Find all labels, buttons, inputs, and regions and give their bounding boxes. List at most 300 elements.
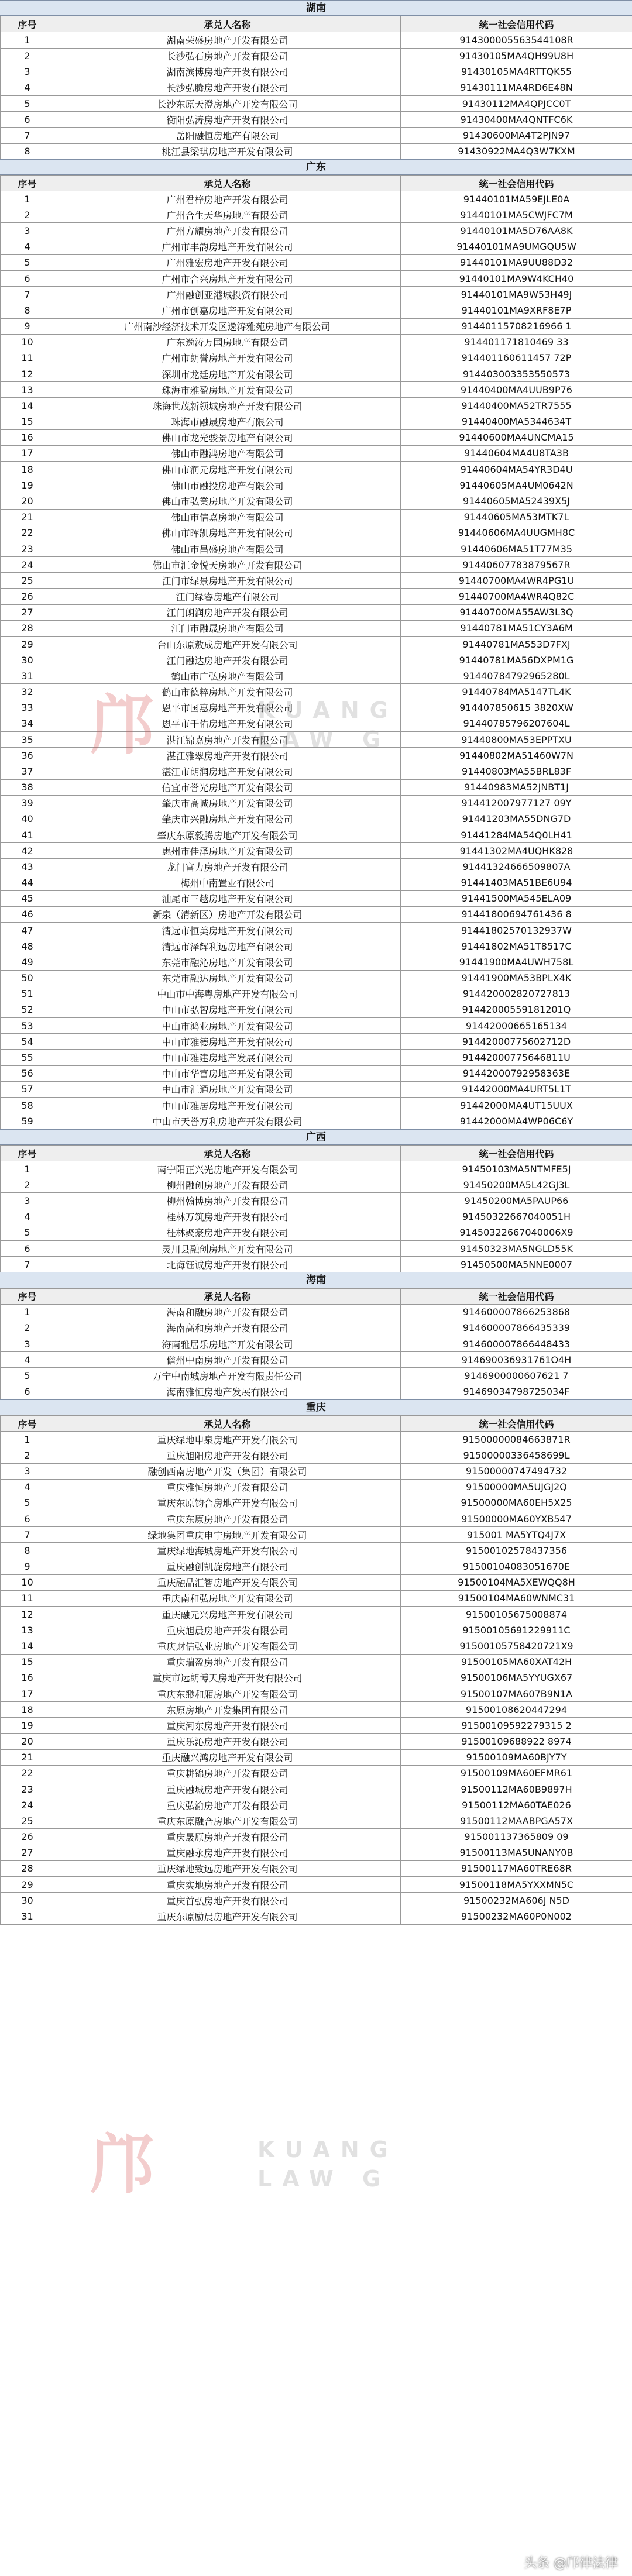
row-index: 30: [1, 1893, 54, 1908]
company-name: 重庆融兴鸿房地产开发有限公司: [54, 1749, 401, 1765]
credit-code: 91440101MA9W4KCH40: [401, 271, 632, 287]
watermark-text: KUANG: [257, 2137, 399, 2162]
company-name: 新泉（清新区）房地产开发有限公司: [54, 906, 401, 922]
credit-code: 91441802570132937W: [401, 923, 632, 938]
company-name: 深圳市龙廷房地产开发有限公司: [54, 366, 401, 382]
table-row: [1, 1845, 632, 1860]
credit-code: 91430112MA4QPJCC0T: [401, 96, 632, 112]
company-name: 重庆绿地海城房地产开发有限公司: [54, 1543, 401, 1559]
company-name: 佛山市弘業房地产开发有限公司: [54, 493, 401, 509]
row-index: 25: [1, 573, 54, 589]
company-name: 长沙弘腾房地产开发有限公司: [54, 80, 401, 95]
credit-code: 91450200MA5PAUP66: [401, 1193, 632, 1209]
table-row: [1, 1797, 632, 1813]
credit-code: 91442000MA4UT15UUX: [401, 1097, 632, 1113]
company-name: 恩平市千佑房地产开发有限公司: [54, 716, 401, 731]
credit-code: 91440606MA51T77M35: [401, 541, 632, 556]
table-row: [1, 1511, 632, 1527]
company-name: 东莞市融沁房地产开发有限公司: [54, 954, 401, 970]
credit-code: 914412007977127 09Y: [401, 795, 632, 811]
header-row: [1, 1288, 632, 1304]
company-name: 湖南滨博房地产开发有限公司: [54, 64, 401, 80]
company-name: 广东逸涛万国房地产有限公司: [54, 334, 401, 350]
row-index: 3: [1, 1463, 54, 1479]
section-1: [0, 159, 632, 1129]
company-name: 广州方耀房地产开发有限公司: [54, 223, 401, 239]
credit-code: 91500105758420721X9: [401, 1638, 632, 1654]
company-name: 重庆旭晨房地产开发有限公司: [54, 1622, 401, 1638]
row-index: 2: [1, 1447, 54, 1463]
credit-code: 91441403MA51BE6U94: [401, 875, 632, 890]
table-row: [1, 986, 632, 1002]
credit-code: 91450322667040051H: [401, 1209, 632, 1225]
company-name: 重庆东原励晨房地产开发有限公司: [54, 1908, 401, 1924]
row-index: 7: [1, 1527, 54, 1543]
credit-code: 91500109688922 8974: [401, 1734, 632, 1749]
row-index: 18: [1, 1702, 54, 1718]
header-name: 承兑人名称: [54, 1416, 401, 1432]
credit-code: 91500105MA60XAT42H: [401, 1654, 632, 1670]
credit-code: 91500117MA60TRE68R: [401, 1860, 632, 1876]
row-index: 25: [1, 1813, 54, 1829]
table-row: [1, 32, 632, 48]
credit-code: 91440400MA5344634T: [401, 414, 632, 429]
row-index: 1: [1, 1432, 54, 1447]
credit-code: 91440803MA55BRL83F: [401, 763, 632, 779]
row-index: 1: [1, 191, 54, 207]
company-name: 长沙弘石房地产开发有限公司: [54, 48, 401, 64]
section-title: 广东: [0, 159, 632, 175]
row-index: 48: [1, 938, 54, 954]
company-name: 龙门富力房地产开发有限公司: [54, 859, 401, 875]
row-index: 31: [1, 1908, 54, 1924]
credit-code: 91440600MA4UNCMA15: [401, 429, 632, 445]
row-index: 14: [1, 1638, 54, 1654]
table-row: [1, 318, 632, 334]
table-row: [1, 1559, 632, 1574]
credit-code: 91469034798725034F: [401, 1384, 632, 1399]
credit-code: 91500232MA60P0N002: [401, 1908, 632, 1924]
row-index: 3: [1, 1336, 54, 1352]
table-row: [1, 1257, 632, 1272]
table-row: [1, 906, 632, 922]
company-name: 肇庆东原毅腾房地产开发有限公司: [54, 827, 401, 843]
company-name: 重庆市远朗博天房地产开发有限公司: [54, 1670, 401, 1686]
credit-code: 915001 MA5YTQ4J7X: [401, 1527, 632, 1543]
company-name: 重庆乐沁房地产开发有限公司: [54, 1734, 401, 1749]
company-name: 佛山市润元房地产开发有限公司: [54, 462, 401, 477]
credit-code: 9146900000607621 7: [401, 1368, 632, 1384]
row-index: 13: [1, 1622, 54, 1638]
table-row: [1, 1352, 632, 1368]
data-table: [0, 1415, 632, 1925]
credit-code: 91441302MA4UQHK828: [401, 843, 632, 859]
credit-code: 91500000MA60EH5X25: [401, 1495, 632, 1511]
table-row: [1, 1638, 632, 1654]
credit-code: 91440604MA54YR3D4U: [401, 462, 632, 477]
credit-code: 914401171810469 33: [401, 334, 632, 350]
credit-code: 91440781MA56DXPM1G: [401, 652, 632, 668]
table-row: [1, 1670, 632, 1686]
credit-code: 91440781MA51CY3A6M: [401, 620, 632, 636]
table-row: [1, 1749, 632, 1765]
row-index: 24: [1, 557, 54, 573]
table-row: [1, 1240, 632, 1256]
table-row: [1, 557, 632, 573]
row-index: 11: [1, 1590, 54, 1606]
company-name: 汕尾市三越房地产开发有限公司: [54, 890, 401, 906]
table-row: [1, 1718, 632, 1734]
row-index: 50: [1, 970, 54, 986]
company-name: 江门绿睿房地产有限公司: [54, 589, 401, 604]
row-index: 3: [1, 64, 54, 80]
row-index: 57: [1, 1081, 54, 1097]
credit-code: 91450323MA5NGLD55K: [401, 1240, 632, 1256]
row-index: 30: [1, 652, 54, 668]
credit-code: 91440400MA4UUB9P76: [401, 382, 632, 398]
credit-code: 91441802MA51T8517C: [401, 938, 632, 954]
watermark-text: LAW G: [257, 727, 391, 752]
credit-code: 91440101MA5CWJFC7M: [401, 207, 632, 223]
row-index: 15: [1, 1654, 54, 1670]
table-row: [1, 1527, 632, 1543]
footer-watermark: 头条 @邝律法律: [524, 2556, 618, 2571]
table-row: [1, 890, 632, 906]
section-title: 重庆: [0, 1399, 632, 1415]
table-row: [1, 128, 632, 143]
credit-code: 91430400MA4QNTFC6K: [401, 112, 632, 128]
table-row: [1, 779, 632, 795]
table-row: [1, 1447, 632, 1463]
row-index: 51: [1, 986, 54, 1002]
credit-code: 91500000747494732: [401, 1463, 632, 1479]
credit-code: 91450500MA5NNE0007: [401, 1257, 632, 1272]
row-index: 12: [1, 366, 54, 382]
section-title: 海南: [0, 1272, 632, 1288]
company-name: 佛山市龙光骏景房地产有限公司: [54, 429, 401, 445]
row-index: 23: [1, 541, 54, 556]
company-name: 中山市天誉万利房地产开发有限公司: [54, 1113, 401, 1129]
row-index: 29: [1, 636, 54, 652]
table-row: [1, 191, 632, 207]
table-row: [1, 811, 632, 827]
credit-code: 91441900MA4UWH758L: [401, 954, 632, 970]
header-row: [1, 1145, 632, 1161]
credit-code: 914420002820727813: [401, 986, 632, 1002]
company-name: 广州雅宏房地产开发有限公司: [54, 254, 401, 270]
company-name: 岳阳融恒房地产有限公司: [54, 128, 401, 143]
company-name: 衡阳弘涛房地产开发有限公司: [54, 112, 401, 128]
row-index: 23: [1, 1781, 54, 1797]
table-row: [1, 1368, 632, 1384]
data-table: [0, 175, 632, 1129]
row-index: 8: [1, 143, 54, 159]
table-row: [1, 620, 632, 636]
company-name: 湛江雅翠房地产开发有限公司: [54, 748, 401, 763]
company-name: 重庆融品汇智房地产开发有限公司: [54, 1574, 401, 1590]
company-name: 重庆晟原房地产开发有限公司: [54, 1829, 401, 1845]
row-index: 28: [1, 620, 54, 636]
company-name: 桃江县梁琪房地产开发有限公司: [54, 143, 401, 159]
row-index: 34: [1, 716, 54, 731]
table-row: [1, 1781, 632, 1797]
company-name: 重庆融城房地产开发有限公司: [54, 1781, 401, 1797]
row-index: 15: [1, 414, 54, 429]
credit-code: 91430600MA4T2PJN97: [401, 128, 632, 143]
table-row: [1, 1607, 632, 1622]
credit-code: 91450322667040006X9: [401, 1225, 632, 1240]
credit-code: 914403003353550573: [401, 366, 632, 382]
table-row: [1, 668, 632, 684]
table-row: [1, 382, 632, 398]
table-row: [1, 684, 632, 700]
table-row: [1, 1829, 632, 1845]
company-name: 中山市鸿业房地产开发有限公司: [54, 1018, 401, 1034]
table-row: [1, 1065, 632, 1081]
row-index: 14: [1, 398, 54, 414]
row-index: 55: [1, 1050, 54, 1065]
table-row: [1, 1177, 632, 1193]
table-row: [1, 938, 632, 954]
section-3: [0, 1272, 632, 1399]
company-name: 儋州中南房地产开发有限公司: [54, 1352, 401, 1368]
credit-code: 91440400MA52TR7555: [401, 398, 632, 414]
table-row: [1, 112, 632, 128]
company-name: 佛山市融投房地产有限公司: [54, 477, 401, 493]
watermark-logo: 邝: [91, 2127, 155, 2202]
credit-code: 91440101MA9UU88D32: [401, 254, 632, 270]
credit-code: 91440607783879567R: [401, 557, 632, 573]
table-row: [1, 748, 632, 763]
company-name: 重庆财信弘业房地产开发有限公司: [54, 1638, 401, 1654]
company-name: 湛江市朗润房地产开发有限公司: [54, 763, 401, 779]
table-row: [1, 239, 632, 254]
section-0: [0, 0, 632, 160]
table-row: [1, 207, 632, 223]
row-index: 19: [1, 1718, 54, 1734]
credit-code: 91440700MA55AW3L3Q: [401, 604, 632, 620]
table-row: [1, 223, 632, 239]
company-name: 重庆瑞盈房地产开发有限公司: [54, 1654, 401, 1670]
section-4: [0, 1399, 632, 1925]
credit-code: 91441284MA54Q0LH41: [401, 827, 632, 843]
credit-code: 91500000MA60YXB547: [401, 1511, 632, 1527]
company-name: 广州市创嘉房地产开发有限公司: [54, 302, 401, 318]
row-index: 59: [1, 1113, 54, 1129]
table-row: [1, 64, 632, 80]
company-name: 佛山市昌盛房地产有限公司: [54, 541, 401, 556]
table-row: [1, 763, 632, 779]
credit-code: 91500000336458699L: [401, 1447, 632, 1463]
credit-code: 91500102578437356: [401, 1543, 632, 1559]
credit-code: 914600007866253868: [401, 1304, 632, 1320]
credit-code: 91440605MA53MTK7L: [401, 509, 632, 525]
company-name: 重庆东原融合房地产开发有限公司: [54, 1813, 401, 1829]
company-name: 恩平市国惠房地产开发有限公司: [54, 700, 401, 716]
header-index: 序号: [1, 175, 54, 191]
table-row: [1, 843, 632, 859]
credit-code: 914600007866435339: [401, 1320, 632, 1336]
credit-code: 91440605MA4UM0642N: [401, 477, 632, 493]
table-row: [1, 859, 632, 875]
company-name: 江门融达房地产开发有限公司: [54, 652, 401, 668]
table-row: [1, 1113, 632, 1129]
table-row: [1, 1479, 632, 1495]
credit-code: 91440605MA52439X5J: [401, 493, 632, 509]
table-row: [1, 414, 632, 429]
row-index: 2: [1, 1320, 54, 1336]
row-index: 8: [1, 1543, 54, 1559]
row-index: 22: [1, 525, 54, 541]
table-row: [1, 731, 632, 747]
company-name: 佛山市汇金悦天房地产开发有限公司: [54, 557, 401, 573]
table-row: [1, 1765, 632, 1781]
row-index: 36: [1, 748, 54, 763]
company-name: 湖南荣盛房地产开发有限公司: [54, 32, 401, 48]
row-index: 9: [1, 1559, 54, 1574]
table-row: [1, 254, 632, 270]
table-row: [1, 1193, 632, 1209]
table-row: [1, 1860, 632, 1876]
company-name: 重庆河东房地产开发有限公司: [54, 1718, 401, 1734]
table-row: [1, 477, 632, 493]
table-row: [1, 1734, 632, 1749]
company-name: 桂林万筑房地产开发有限公司: [54, 1209, 401, 1225]
row-index: 2: [1, 48, 54, 64]
company-name: 重庆南和弘房地产开发有限公司: [54, 1590, 401, 1606]
table-row: [1, 1432, 632, 1447]
row-index: 43: [1, 859, 54, 875]
table-row: [1, 604, 632, 620]
company-name: 佛山市信嘉房地产有限公司: [54, 509, 401, 525]
company-name: 重庆融创凯旋房地产有限公司: [54, 1559, 401, 1574]
row-index: 6: [1, 1240, 54, 1256]
row-index: 31: [1, 668, 54, 684]
company-name: 重庆东原钧合房地产开发有限公司: [54, 1495, 401, 1511]
row-index: 32: [1, 684, 54, 700]
row-index: 18: [1, 462, 54, 477]
data-table: [0, 16, 632, 160]
table-row: [1, 1384, 632, 1399]
credit-code: 91440700MA4WR4Q82C: [401, 589, 632, 604]
credit-code: 91442000MA4WP06C6Y: [401, 1113, 632, 1129]
table-row: [1, 350, 632, 366]
company-name: 北海钰诚房地产开发有限公司: [54, 1257, 401, 1272]
row-index: 35: [1, 731, 54, 747]
credit-code: 91500109592279315 2: [401, 1718, 632, 1734]
header-row: [1, 16, 632, 32]
credit-code: 914401160611457 72P: [401, 350, 632, 366]
row-index: 4: [1, 80, 54, 95]
row-index: 21: [1, 1749, 54, 1765]
row-index: 9: [1, 318, 54, 334]
row-index: 3: [1, 223, 54, 239]
company-name: 信宜市誉光房地产开发有限公司: [54, 779, 401, 795]
table-row: [1, 1495, 632, 1511]
credit-code: 915001137365809 09: [401, 1829, 632, 1845]
table-row: [1, 875, 632, 890]
row-index: 47: [1, 923, 54, 938]
row-index: 1: [1, 1161, 54, 1177]
row-index: 5: [1, 254, 54, 270]
company-name: 柳州翰博房地产开发有限公司: [54, 1193, 401, 1209]
credit-code: 91500112MA60B9897H: [401, 1781, 632, 1797]
credit-code: 914407850615 3820XW: [401, 700, 632, 716]
table-row: [1, 493, 632, 509]
table-row: [1, 96, 632, 112]
table-row: [1, 1050, 632, 1065]
row-index: 1: [1, 1304, 54, 1320]
row-index: 26: [1, 589, 54, 604]
row-index: 46: [1, 906, 54, 922]
table-row: [1, 366, 632, 382]
company-name: 中山市雅建房地产发展有限公司: [54, 1050, 401, 1065]
row-index: 45: [1, 890, 54, 906]
watermark-text: KUANG: [257, 697, 399, 723]
table-row: [1, 1320, 632, 1336]
credit-code: 91500104MA5XEWQQ8H: [401, 1574, 632, 1590]
table-row: [1, 827, 632, 843]
table-row: [1, 1209, 632, 1225]
company-name: 江门市融晟房地产有限公司: [54, 620, 401, 636]
credit-code: 91450200MA5L42GJ3L: [401, 1177, 632, 1193]
row-index: 2: [1, 207, 54, 223]
credit-code: 91440785796207604L: [401, 716, 632, 731]
row-index: 21: [1, 509, 54, 525]
credit-code: 91450103MA5NTMFE5J: [401, 1161, 632, 1177]
row-index: 22: [1, 1765, 54, 1781]
table-row: [1, 1034, 632, 1050]
company-name: 重庆旭阳房地产开发有限公司: [54, 1447, 401, 1463]
credit-code: 91500106MA5YYUGX67: [401, 1670, 632, 1686]
row-index: 13: [1, 382, 54, 398]
row-index: 7: [1, 128, 54, 143]
table-row: [1, 1463, 632, 1479]
table-row: [1, 589, 632, 604]
row-index: 11: [1, 350, 54, 366]
header-code: 统一社会信用代码: [401, 175, 632, 191]
table-row: [1, 302, 632, 318]
table-row: [1, 462, 632, 477]
row-index: 42: [1, 843, 54, 859]
row-index: 19: [1, 477, 54, 493]
row-index: 2: [1, 1177, 54, 1193]
company-name: 中山市弘智房地产开发有限公司: [54, 1002, 401, 1017]
row-index: 39: [1, 795, 54, 811]
credit-code: 91440101MA5D76AA8K: [401, 223, 632, 239]
company-name: 珠海市雅盈房地产开发有限公司: [54, 382, 401, 398]
company-name: 广州融创亚港城投资有限公司: [54, 287, 401, 302]
row-index: 5: [1, 1368, 54, 1384]
company-name: 广州市朗誉房地产开发有限公司: [54, 350, 401, 366]
company-name: 台山东原敖成房地产开发有限公司: [54, 636, 401, 652]
table-row: [1, 1304, 632, 1320]
row-index: 40: [1, 811, 54, 827]
table-row: [1, 445, 632, 461]
row-index: 44: [1, 875, 54, 890]
company-name: 重庆首弘房地产开发有限公司: [54, 1893, 401, 1908]
header-index: 序号: [1, 1416, 54, 1432]
company-name: 重庆绿地致远房地产开发有限公司: [54, 1860, 401, 1876]
table-row: [1, 1702, 632, 1718]
credit-code: 914690036931761O4H: [401, 1352, 632, 1368]
table-row: [1, 716, 632, 731]
row-index: 6: [1, 1384, 54, 1399]
credit-code: 91500113MA5UNANY0B: [401, 1845, 632, 1860]
company-name: 绿地集团重庆申宁房地产开发有限公司: [54, 1527, 401, 1543]
credit-code: 91442000775602712D: [401, 1034, 632, 1050]
company-name: 东原房地产开发集团有限公司: [54, 1702, 401, 1718]
